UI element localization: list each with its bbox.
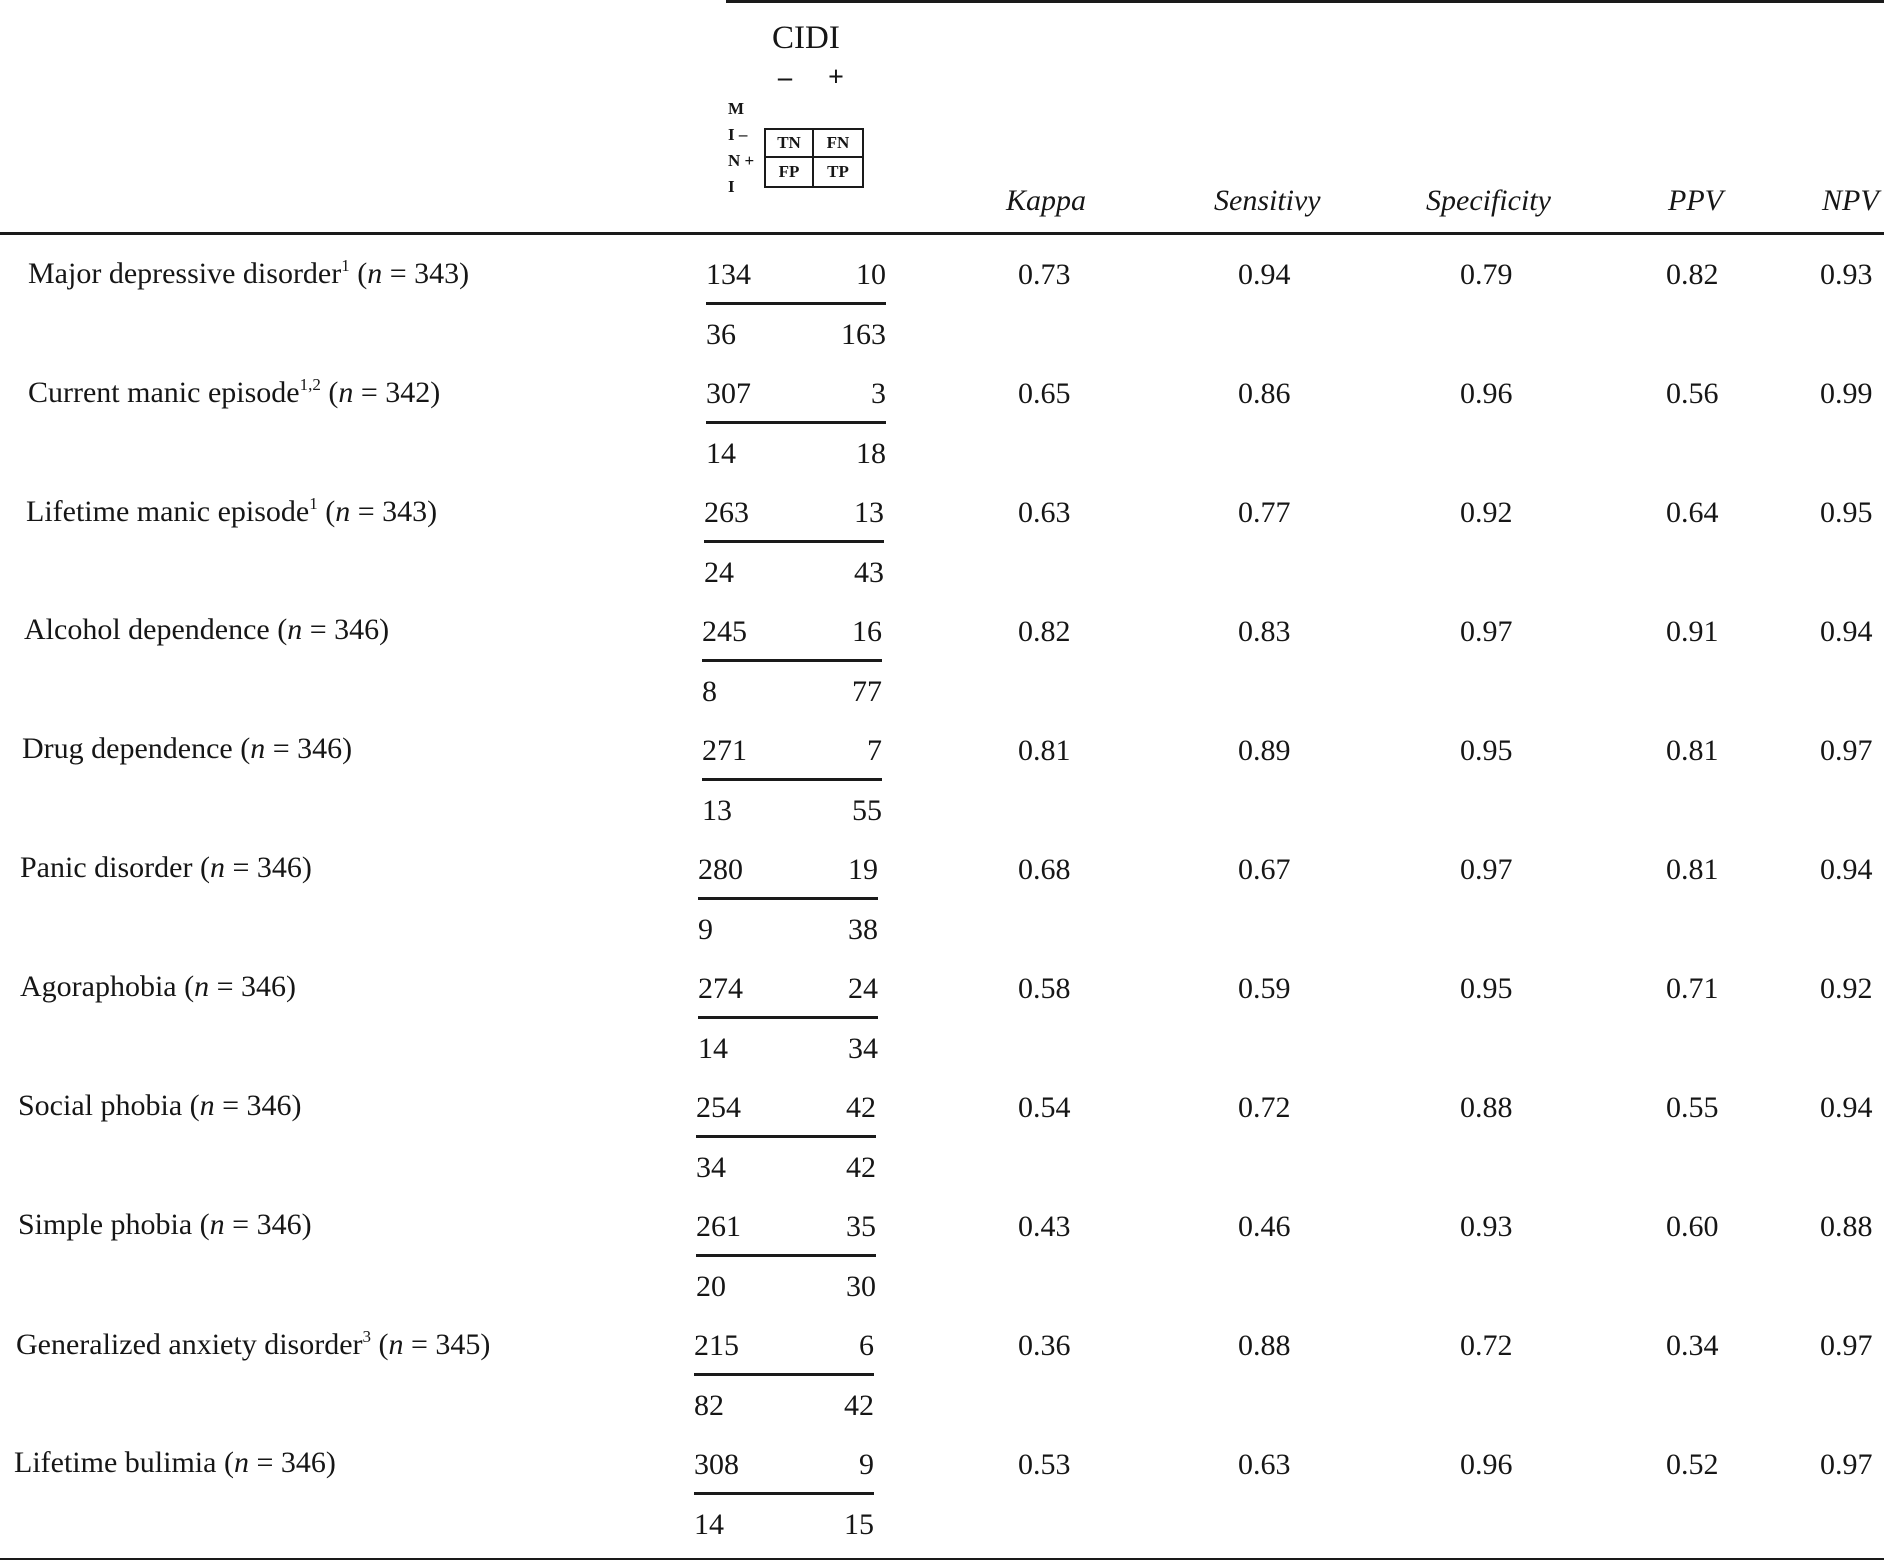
confusion-matrix [696,1089,876,1199]
ppv-value: 0.52 [1666,1448,1719,1481]
specificity-value: 0.95 [1460,972,1513,1005]
legend-tp: TP [827,162,849,181]
disorder-name: Lifetime bulimia [14,1446,217,1479]
disorder-name: Current manic episode [28,376,300,409]
sample-size-open: ( [328,376,339,409]
specificity-value: 0.79 [1460,258,1513,291]
row-label [22,732,352,766]
sample-size-open: ( [357,257,368,290]
confusion-matrix [706,256,886,366]
matrix-divider [702,659,882,662]
disorder-name: Social phobia [18,1089,183,1122]
false-negative-count: 19 [848,853,878,886]
disorder-name: Alcohol dependence [24,613,270,646]
true-negative-count: 254 [696,1091,741,1124]
row-label [28,375,440,410]
column-header-kappa: Kappa [1006,184,1087,217]
disorder-name: Simple phobia [18,1208,193,1241]
true-negative-count: 263 [704,496,749,529]
kappa-value: 0.53 [1018,1448,1071,1481]
table-row [0,375,1884,494]
sample-size-value: = 346) [248,1446,336,1479]
false-positive-count: 14 [694,1508,724,1541]
false-negative-count: 24 [848,972,878,1005]
legend-tn: TN [766,130,814,158]
specificity-value: 0.96 [1460,1448,1513,1481]
table-row [0,1089,1884,1208]
ppv-value: 0.34 [1666,1329,1719,1362]
sample-size-open: ( [240,732,251,765]
row-label [20,970,296,1004]
row-label [18,1089,302,1123]
specificity-value: 0.72 [1460,1329,1513,1362]
column-header-specificity: Specificity [1426,184,1551,217]
ppv-value: 0.81 [1666,853,1719,886]
sensitivity-value: 0.67 [1238,853,1291,886]
mini-label [728,96,758,200]
row-label [24,613,389,647]
true-negative-count: 280 [698,853,743,886]
sample-size-open: ( [199,1208,210,1241]
sample-size-open: ( [325,495,336,528]
matrix-divider [702,778,882,781]
sample-size-variable: n [335,495,351,528]
kappa-value: 0.36 [1018,1329,1071,1362]
kappa-value: 0.65 [1018,377,1071,410]
sensitivity-value: 0.46 [1238,1210,1291,1243]
specificity-value: 0.97 [1460,615,1513,648]
npv-value: 0.97 [1820,1329,1873,1362]
ppv-value: 0.71 [1666,972,1719,1005]
kappa-value: 0.63 [1018,496,1071,529]
false-positive-count: 82 [694,1389,724,1422]
specificity-value: 0.92 [1460,496,1513,529]
sample-size-variable: n [233,1446,249,1479]
npv-value: 0.93 [1820,258,1873,291]
matrix-divider [696,1135,876,1138]
table-row [0,494,1884,613]
row-label [18,1208,312,1242]
false-positive-count: 14 [706,437,736,470]
cidi-minus: – [778,62,792,93]
sample-size-open: ( [378,1328,389,1361]
column-header-npv: NPV [1822,184,1879,217]
disorder-name: Panic disorder [20,851,193,884]
row-label [14,1446,336,1480]
sample-size-value: = 343) [382,257,470,290]
true-positive-count: 30 [846,1270,876,1303]
sensitivity-value: 0.72 [1238,1091,1291,1124]
legend-fn: FN [814,130,862,158]
footnote-marker: 1 [341,256,350,275]
row-label [26,494,437,529]
sensitivity-value: 0.59 [1238,972,1291,1005]
true-negative-count: 261 [696,1210,741,1243]
false-negative-count: 6 [859,1329,874,1362]
false-positive-count: 13 [702,794,732,827]
sample-size-variable: n [388,1328,404,1361]
sample-size-value: = 346) [265,732,353,765]
disorder-name: Major depressive disorder [28,257,342,290]
disorder-name: Agoraphobia [20,970,177,1003]
kappa-value: 0.81 [1018,734,1071,767]
false-negative-count: 13 [854,496,884,529]
true-negative-count: 274 [698,972,743,1005]
false-negative-count: 7 [867,734,882,767]
matrix-divider [694,1373,874,1376]
ppv-value: 0.81 [1666,734,1719,767]
kappa-value: 0.68 [1018,853,1071,886]
table-row [0,1208,1884,1327]
cidi-label: CIDI [772,20,840,56]
sample-size-variable: n [209,851,225,884]
sample-size-value: = 346) [224,851,312,884]
sample-size-open: ( [223,1446,234,1479]
mini-letter: I – [728,125,748,144]
npv-value: 0.94 [1820,853,1873,886]
disorder-name: Generalized anxiety disorder [16,1328,363,1361]
npv-value: 0.94 [1820,615,1873,648]
table-row [0,851,1884,970]
false-negative-count: 3 [871,377,886,410]
specificity-value: 0.88 [1460,1091,1513,1124]
sample-size-variable: n [338,376,354,409]
false-positive-count: 36 [706,318,736,351]
column-header-ppv: PPV [1668,184,1723,217]
sample-size-variable: n [367,257,383,290]
confusion-matrix [694,1446,874,1556]
sample-size-open: ( [184,970,195,1003]
false-negative-count: 10 [856,258,886,291]
true-positive-count: 42 [846,1151,876,1184]
legend-fp: FP [766,158,814,186]
true-negative-count: 245 [702,615,747,648]
top-rule [726,0,1884,3]
false-positive-count: 24 [704,556,734,589]
table-row [0,732,1884,851]
footnote-marker: 3 [362,1327,372,1346]
true-negative-count: 134 [706,258,751,291]
npv-value: 0.97 [1820,1448,1873,1481]
sample-size-value: = 346) [224,1208,312,1241]
true-positive-count: 163 [841,318,886,351]
true-positive-count: 43 [854,556,884,589]
kappa-value: 0.82 [1018,615,1071,648]
matrix-divider [696,1254,876,1257]
header-rule [0,232,1884,235]
sample-size-variable: n [250,732,266,765]
true-positive-count: 18 [856,437,886,470]
matrix-divider [698,1016,878,1019]
footnote-marker: 1 [309,494,318,513]
confusion-matrix [698,851,878,961]
sample-size-variable: n [209,1208,225,1241]
sample-size-open: ( [277,613,288,646]
table-row [0,970,1884,1089]
matrix-divider [694,1492,874,1495]
sensitivity-value: 0.94 [1238,258,1291,291]
ppv-value: 0.64 [1666,496,1719,529]
kappa-value: 0.43 [1018,1210,1071,1243]
true-negative-count: 215 [694,1329,739,1362]
true-positive-count: 42 [844,1389,874,1422]
sample-size-variable: n [287,613,303,646]
mini-letter: M [728,99,745,118]
npv-value: 0.94 [1820,1091,1873,1124]
confusion-matrix [698,970,878,1080]
table-row [0,1327,1884,1446]
sample-size-variable: n [194,970,210,1003]
footnote-marker: 1,2 [299,375,321,394]
table-row [0,256,1884,375]
ppv-value: 0.91 [1666,615,1719,648]
kappa-value: 0.73 [1018,258,1071,291]
sensitivity-value: 0.63 [1238,1448,1291,1481]
confusion-matrix [706,375,886,485]
true-positive-count: 77 [852,675,882,708]
ppv-value: 0.56 [1666,377,1719,410]
false-positive-count: 8 [702,675,717,708]
sample-size-value: = 345) [403,1328,491,1361]
matrix-divider [706,302,886,305]
ppv-value: 0.60 [1666,1210,1719,1243]
specificity-value: 0.95 [1460,734,1513,767]
false-positive-count: 20 [696,1270,726,1303]
true-positive-count: 55 [852,794,882,827]
column-header-sensitivity: Sensitivy [1214,184,1321,217]
sensitivity-value: 0.89 [1238,734,1291,767]
sample-size-variable: n [199,1089,215,1122]
false-negative-count: 16 [852,615,882,648]
ppv-value: 0.55 [1666,1091,1719,1124]
true-positive-count: 34 [848,1032,878,1065]
false-negative-count: 35 [846,1210,876,1243]
true-positive-count: 15 [844,1508,874,1541]
table-row [0,1446,1884,1565]
npv-value: 0.97 [1820,734,1873,767]
confusion-matrix [694,1327,874,1437]
true-negative-count: 271 [702,734,747,767]
sample-size-value: = 343) [350,495,438,528]
mini-letter: I [728,177,735,196]
sensitivity-value: 0.88 [1238,1329,1291,1362]
sample-size-value: = 346) [302,613,390,646]
confusion-matrix [704,494,884,604]
npv-value: 0.92 [1820,972,1873,1005]
false-positive-count: 14 [698,1032,728,1065]
sample-size-open: ( [189,1089,200,1122]
specificity-value: 0.97 [1460,853,1513,886]
confusion-matrix [702,613,882,723]
false-positive-count: 9 [698,913,713,946]
matrix-divider [704,540,884,543]
sensitivity-value: 0.77 [1238,496,1291,529]
true-negative-count: 307 [706,377,751,410]
row-label [20,851,312,885]
table-row [0,613,1884,732]
true-negative-count: 308 [694,1448,739,1481]
kappa-value: 0.58 [1018,972,1071,1005]
matrix-divider [706,421,886,424]
disorder-name: Drug dependence [22,732,233,765]
ppv-value: 0.82 [1666,258,1719,291]
disorder-name: Lifetime manic episode [26,495,310,528]
mini-letter: N + [728,151,755,170]
sample-size-value: = 346) [209,970,297,1003]
kappa-value: 0.54 [1018,1091,1071,1124]
npv-value: 0.95 [1820,496,1873,529]
npv-value: 0.88 [1820,1210,1873,1243]
npv-value: 0.99 [1820,377,1873,410]
row-label [16,1327,490,1362]
specificity-value: 0.96 [1460,377,1513,410]
sample-size-value: = 342) [353,376,441,409]
true-positive-count: 38 [848,913,878,946]
confusion-matrix [696,1208,876,1318]
false-negative-count: 9 [859,1448,874,1481]
confusion-matrix [702,732,882,842]
sample-size-value: = 346) [214,1089,302,1122]
sample-size-open: ( [199,851,210,884]
false-negative-count: 42 [846,1091,876,1124]
false-positive-count: 34 [696,1151,726,1184]
sensitivity-value: 0.86 [1238,377,1291,410]
row-label [28,256,469,291]
matrix-divider [698,897,878,900]
specificity-value: 0.93 [1460,1210,1513,1243]
legend-grid [764,128,864,188]
sensitivity-value: 0.83 [1238,615,1291,648]
cidi-plus: + [828,62,844,93]
